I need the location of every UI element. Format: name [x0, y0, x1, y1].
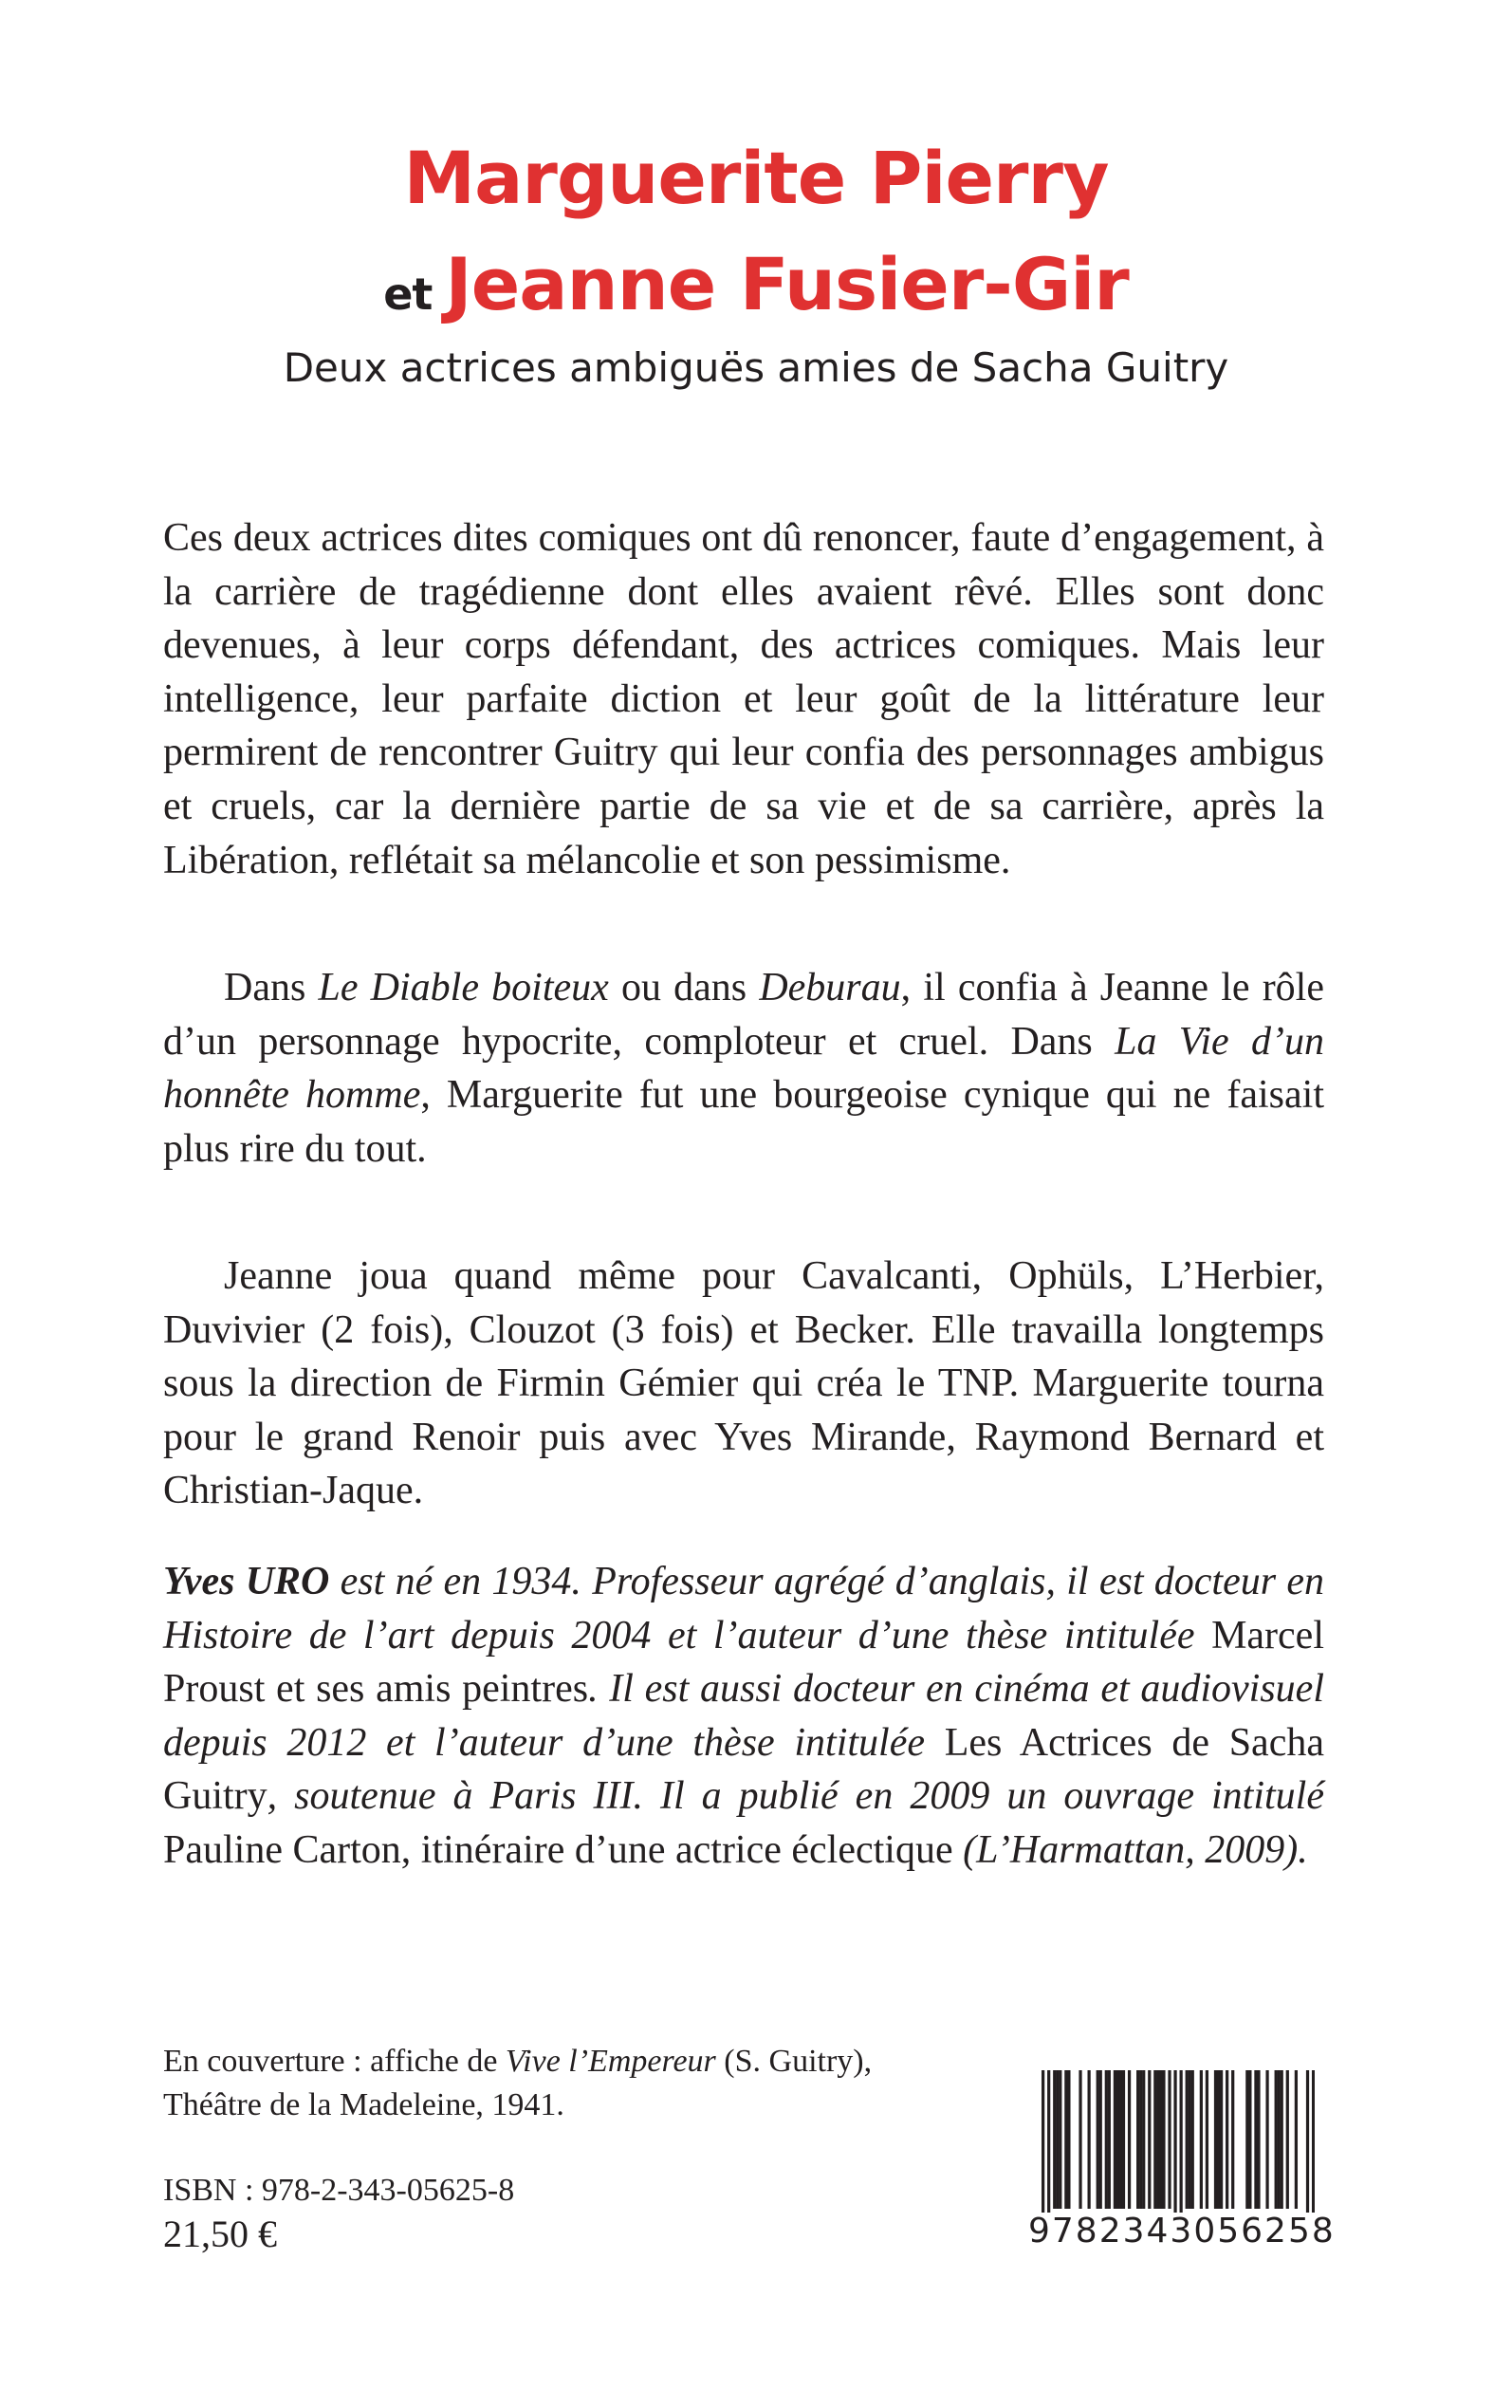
cover-credit: En couverture : affiche de Vive l’Empereur (S. Guitry), [163, 2044, 873, 2079]
barcode-bar [1312, 2070, 1315, 2213]
barcode-bars [1042, 2070, 1315, 2213]
barcode-bar [1281, 2070, 1283, 2209]
barcode-bar [1142, 2070, 1145, 2209]
barcode-number: 9782343056258 [1028, 2212, 1336, 2251]
barcode-bar [1257, 2070, 1260, 2209]
barcode-bar [1064, 2070, 1067, 2209]
barcode-bar [1099, 2070, 1102, 2209]
barcode-bar [1047, 2070, 1050, 2213]
barcode-bar [1067, 2070, 1070, 2209]
barcode-bar [1088, 2070, 1091, 2209]
barcode-bar [1248, 2070, 1251, 2209]
book-title: Pauline Carton, itinéraire d’une actrice éclectique [163, 1827, 953, 1872]
summary-paragraph-1: Ces deux actrices dites comiques ont dû renoncer, faute d’engagement, à la carrière de tragédienne dont elles avaient rêvé. Elles sont donc devenues, à leur corps défendant, des actrices comiques. Mais leur intelligence, leur parfaite diction et leur goût de la littérature leur permirent de rencontrer Guitry qui leur confia des personnages ambigus et cruels, car la dernière partie de sa vie et de sa carrière, après la Libération, reflétait sa mélancolie et son pessimisme. [163, 516, 1324, 882]
cover-credit-line-2: Théâtre de la Madeleine, 1941. [163, 2087, 564, 2122]
title-line-2-name: Jeanne Fusier-Gir [445, 242, 1129, 326]
summary-paragraph-3: Jeanne joua quand même pour Cavalcanti, Ophüls, L’Herbier, Duvivier (2 fois), Clouzot (3 fois) et Becker. Elle travailla longtemps sous la direction de Firmin Gémier qui créa le TNP. Marguerite tourna pour le grand Renoir puis avec Yves Mirande, Raymond Bernard et Christian-Jaque. [163, 1254, 1324, 1513]
title-line-1: Marguerite Pierry [403, 136, 1109, 220]
author-bio: Yves URO est né en 1934. Professeur agrégé d’anglais, il est docteur en Histoire de l’art depuis 2004 et l’auteur d’une thèse intitulée Marcel Proust et ses amis peintres. Il est aussi docteur en cinéma et audiovisuel depuis 2012 et l’auteur d’une thèse intitulée Les Actrices de Sacha Guitry, soutenue à Paris III. Il a publié en 2009 un ouvrage intitulé Pauline Carton, itinéraire d’une actrice éclectique (L’Harmattan, 2009). [163, 1560, 1324, 1872]
barcode-bar [1265, 2070, 1268, 2209]
barcode-bar [1180, 2070, 1183, 2213]
barcode-bar [1200, 2070, 1203, 2209]
isbn: ISBN : 978-2-343-05625-8 [163, 2173, 515, 2208]
barcode-bar [1114, 2070, 1116, 2209]
author-name: Yves URO [163, 1560, 330, 1603]
title-line-2 [0, 237, 1512, 342]
barcode-bar [1275, 2070, 1278, 2209]
barcode-bar [1097, 2070, 1099, 2209]
barcode-bar [1231, 2070, 1234, 2209]
barcode-bar [1295, 2070, 1298, 2209]
barcode-bar [1153, 2070, 1156, 2209]
barcode-bar [1105, 2070, 1108, 2209]
barcode-bar [1214, 2070, 1217, 2209]
barcode-bar [1156, 2070, 1159, 2209]
barcode-bar [1122, 2070, 1125, 2209]
barcode-bar [1056, 2070, 1059, 2209]
barcode-bar [1053, 2070, 1056, 2209]
barcode-bar [1059, 2070, 1061, 2209]
work-title: Deburau [759, 966, 901, 1010]
subtitle: Deux actrices ambiguës amies de Sacha Guitry [283, 344, 1229, 391]
barcode-bar [1220, 2070, 1223, 2209]
barcode-bar [1245, 2070, 1248, 2209]
barcode-bar [1206, 2070, 1208, 2209]
barcode [1028, 2070, 1336, 2260]
summary-paragraph-2: Dans Le Diable boiteux ou dans Deburau, il confia à Jeanne le rôle d’un personnage hypocrite, comploteur et cruel. Dans La Vie d’un honnête homme, Marguerite fut une bourgeoise cynique qui ne faisait plus rire du tout. [163, 966, 1324, 1171]
barcode-bar [1286, 2070, 1289, 2209]
barcode-bar [1254, 2070, 1257, 2209]
work-title: Le Diable boiteux [318, 966, 609, 1010]
poster-title: Vive l’Empereur [505, 2044, 716, 2079]
barcode-bar [1159, 2070, 1162, 2209]
barcode-bar [1136, 2070, 1139, 2209]
barcode-bar [1162, 2070, 1165, 2209]
barcode-bar [1173, 2070, 1176, 2213]
barcode-bar [1119, 2070, 1122, 2209]
barcode-bar [1226, 2070, 1228, 2209]
barcode-bar [1168, 2070, 1171, 2209]
barcode-bar [1189, 2070, 1191, 2209]
price: 21,50 € [163, 2213, 277, 2255]
barcode-bar [1139, 2070, 1142, 2209]
barcode-bar [1108, 2070, 1111, 2209]
barcode-bar [1128, 2070, 1131, 2209]
barcode-bar [1116, 2070, 1119, 2209]
barcode-bar [1278, 2070, 1281, 2209]
barcode-bar [1148, 2070, 1151, 2209]
thesis-title: Les Actrices de Sacha Guitry [163, 1720, 1324, 1819]
work-title: La Vie d’un honnête homme [163, 1019, 1324, 1118]
barcode-bar [1079, 2070, 1081, 2209]
barcode-bar [1186, 2070, 1189, 2209]
title-conjunction: et [383, 269, 433, 320]
barcode-bar [1191, 2070, 1194, 2209]
barcode-bar [1306, 2070, 1309, 2213]
barcode-bar [1042, 2070, 1044, 2213]
barcode-bar [1217, 2070, 1220, 2209]
thesis-title: Marcel Proust et ses amis peintres [163, 1613, 1324, 1712]
